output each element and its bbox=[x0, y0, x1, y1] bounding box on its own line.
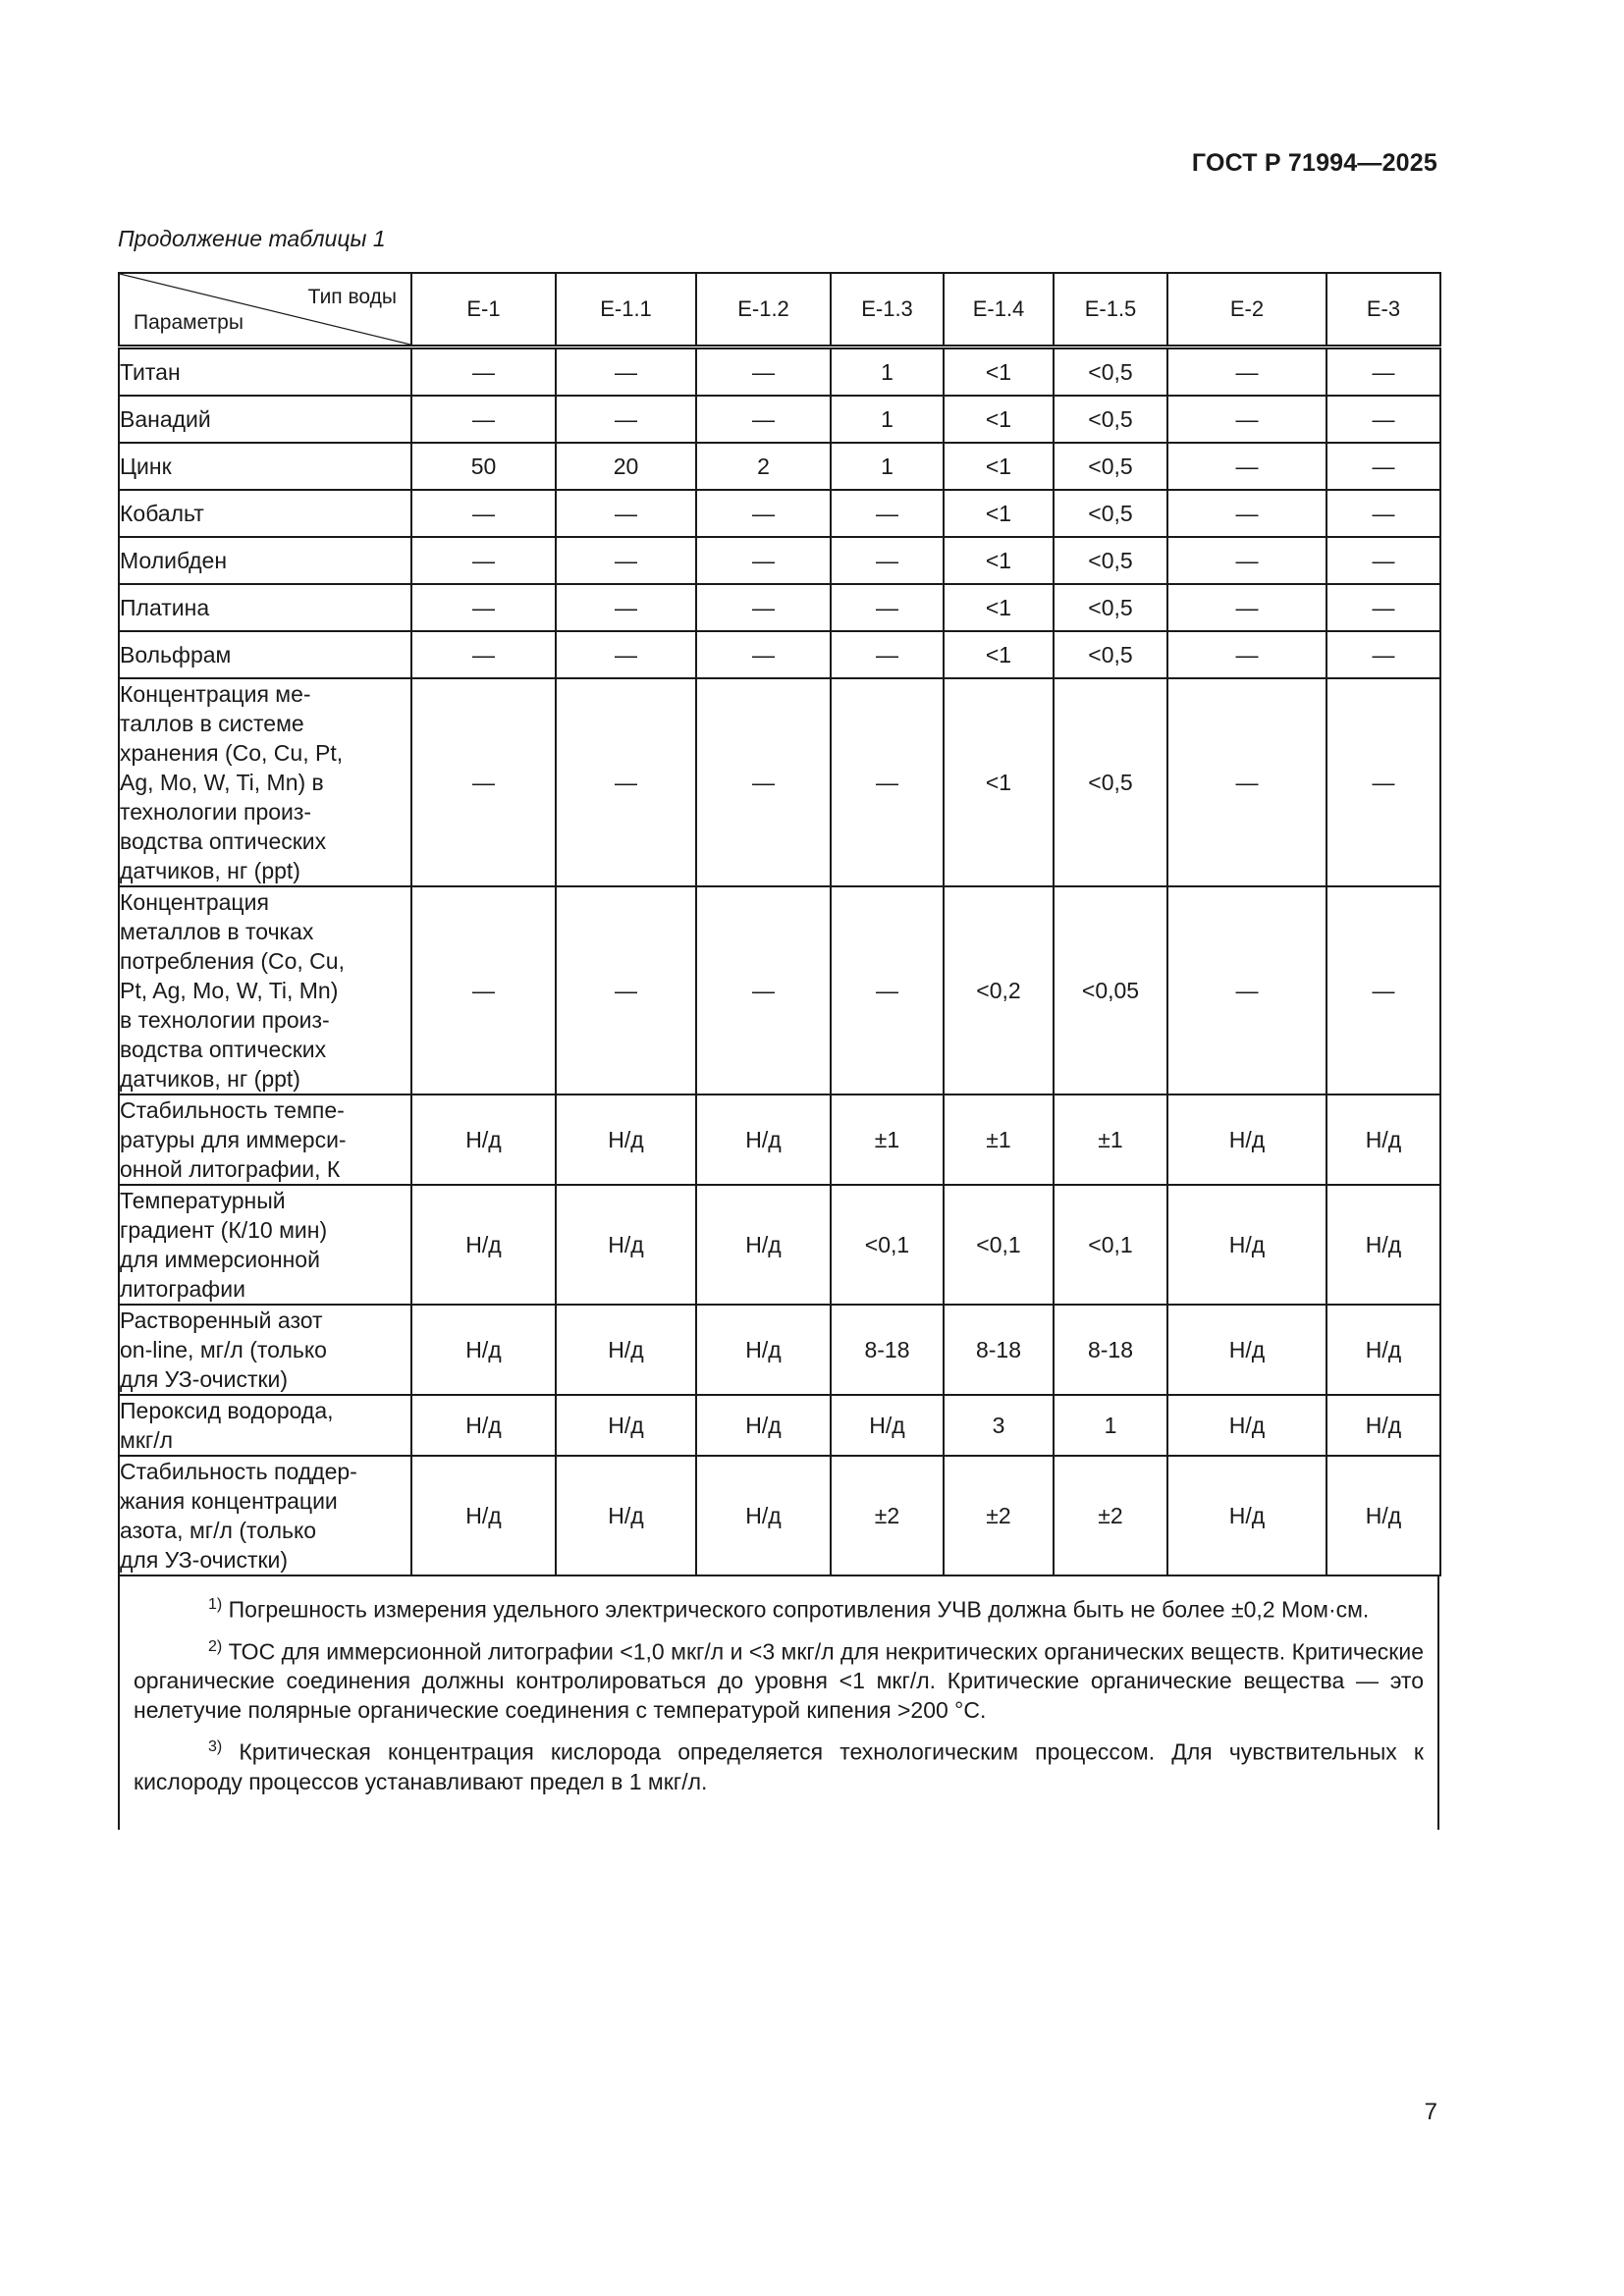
value-cell: — bbox=[831, 490, 944, 537]
value-cell: ±2 bbox=[944, 1456, 1054, 1575]
value-cell: <1 bbox=[944, 631, 1054, 678]
value-cell: — bbox=[696, 490, 831, 537]
value-cell: — bbox=[556, 490, 696, 537]
standard-number: ГОСТ Р 71994—2025 bbox=[1191, 149, 1437, 177]
table-row bbox=[119, 1395, 1440, 1456]
parameter-name-line: Ag, Mo, W, Ti, Mn) в bbox=[120, 770, 324, 795]
parameter-name-line: Концентрация bbox=[120, 889, 269, 915]
column-header-е-1-3: Е-1.3 bbox=[831, 273, 944, 347]
value-cell: 8-18 bbox=[944, 1305, 1054, 1395]
value-cell: — bbox=[1326, 443, 1440, 490]
parameter-name-cell bbox=[119, 443, 411, 490]
parameter-name-line: Вольфрам bbox=[120, 642, 232, 667]
value-cell: Н/д bbox=[556, 1185, 696, 1305]
value-cell: — bbox=[1167, 584, 1326, 631]
parameter-name-line: Платина bbox=[120, 595, 210, 620]
table-corner-cell bbox=[119, 273, 411, 347]
value-cell: <0,1 bbox=[831, 1185, 944, 1305]
parameter-name-line: для иммерсионной bbox=[120, 1247, 320, 1272]
value-cell: — bbox=[1326, 537, 1440, 584]
parameter-name-line: водства оптических bbox=[120, 828, 327, 854]
value-cell: — bbox=[411, 631, 556, 678]
value-cell: <1 bbox=[944, 678, 1054, 886]
value-cell: — bbox=[556, 396, 696, 443]
parameter-name-line: Титан bbox=[120, 359, 181, 385]
value-cell: — bbox=[1167, 443, 1326, 490]
value-cell: — bbox=[696, 678, 831, 886]
value-cell: <0,5 bbox=[1054, 584, 1167, 631]
value-cell: — bbox=[411, 347, 556, 397]
table-row bbox=[119, 1456, 1440, 1575]
table-row bbox=[119, 490, 1440, 537]
footnote-mark: 3) bbox=[208, 1738, 223, 1756]
parameter-name-cell bbox=[119, 347, 411, 397]
value-cell: Н/д bbox=[1167, 1095, 1326, 1185]
value-cell: ±2 bbox=[1054, 1456, 1167, 1575]
parameter-name-cell bbox=[119, 1456, 411, 1575]
value-cell: Н/д bbox=[1326, 1395, 1440, 1456]
parameter-name-line: онной литографии, К bbox=[120, 1156, 341, 1182]
value-cell: — bbox=[411, 886, 556, 1095]
value-cell: ±2 bbox=[831, 1456, 944, 1575]
value-cell: <1 bbox=[944, 347, 1054, 397]
footnote-mark: 2) bbox=[208, 1637, 223, 1655]
parameter-name-line: хранения (Co, Cu, Pt, bbox=[120, 740, 344, 766]
value-cell: <0,1 bbox=[1054, 1185, 1167, 1305]
table-row bbox=[119, 1305, 1440, 1395]
value-cell: — bbox=[556, 347, 696, 397]
parameter-name-line: для УЗ-очистки) bbox=[120, 1547, 289, 1573]
parameter-name-line: Молибден bbox=[120, 548, 228, 573]
value-cell: Н/д bbox=[696, 1305, 831, 1395]
value-cell: — bbox=[831, 584, 944, 631]
parameter-name-line: мкг/л bbox=[120, 1427, 174, 1453]
value-cell: — bbox=[831, 631, 944, 678]
parameter-name-cell bbox=[119, 1185, 411, 1305]
column-header-е-2: Е-2 bbox=[1167, 273, 1326, 347]
parameter-name-line: Растворенный азот bbox=[120, 1308, 323, 1333]
value-cell: — bbox=[1326, 631, 1440, 678]
footnote-text: Погрешность измерения удельного электрического сопротивления УЧВ должна быть не более ±0,2 Мом·см. bbox=[228, 1596, 1370, 1623]
value-cell: — bbox=[1326, 396, 1440, 443]
value-cell: Н/д bbox=[1167, 1185, 1326, 1305]
value-cell: Н/д bbox=[411, 1395, 556, 1456]
parameter-name-line: водства оптических bbox=[120, 1037, 327, 1062]
value-cell: Н/д bbox=[696, 1456, 831, 1575]
parameter-name-line: Кобальт bbox=[120, 501, 204, 526]
value-cell: — bbox=[831, 886, 944, 1095]
value-cell: — bbox=[556, 537, 696, 584]
value-cell: <0,2 bbox=[944, 886, 1054, 1095]
value-cell: — bbox=[1326, 678, 1440, 886]
value-cell: Н/д bbox=[411, 1456, 556, 1575]
table-footnotes bbox=[118, 1576, 1439, 1830]
value-cell: Н/д bbox=[1167, 1456, 1326, 1575]
parameters-table-container bbox=[118, 272, 1439, 1830]
parameter-name-line: Pt, Ag, Mo, W, Ti, Mn) bbox=[120, 978, 339, 1003]
parameter-name-line: в технологии произ- bbox=[120, 1007, 330, 1033]
value-cell: Н/д bbox=[696, 1185, 831, 1305]
value-cell: — bbox=[1326, 584, 1440, 631]
value-cell: ±1 bbox=[1054, 1095, 1167, 1185]
table-row bbox=[119, 347, 1440, 397]
table-row bbox=[119, 631, 1440, 678]
value-cell: 1 bbox=[831, 396, 944, 443]
value-cell: — bbox=[1326, 886, 1440, 1095]
value-cell: — bbox=[696, 396, 831, 443]
value-cell: Н/д bbox=[1167, 1395, 1326, 1456]
value-cell: — bbox=[696, 886, 831, 1095]
value-cell: 50 bbox=[411, 443, 556, 490]
value-cell: 8-18 bbox=[1054, 1305, 1167, 1395]
table-row bbox=[119, 443, 1440, 490]
parameters-table bbox=[118, 272, 1441, 1576]
parameter-name-cell bbox=[119, 396, 411, 443]
value-cell: 2 bbox=[696, 443, 831, 490]
column-header-е-1-4: Е-1.4 bbox=[944, 273, 1054, 347]
value-cell: <0,5 bbox=[1054, 490, 1167, 537]
value-cell: Н/д bbox=[696, 1095, 831, 1185]
table-body bbox=[119, 347, 1440, 1576]
parameter-name-line: технологии произ- bbox=[120, 799, 312, 825]
value-cell: — bbox=[411, 396, 556, 443]
column-header-е-3: Е-3 bbox=[1326, 273, 1440, 347]
footnote-text: ТОС для иммерсионной литографии <1,0 мкг/л и <3 мкг/л для некритических органических веществ. Критические органические соединения должны контролироваться до уровня <1 мкг/л. Критические органические вещества — это нелетучие полярные органические соединения с температурой кипения >200 °С. bbox=[134, 1638, 1425, 1724]
parameter-name-line: азота, мг/л (только bbox=[120, 1518, 317, 1543]
table-row bbox=[119, 537, 1440, 584]
value-cell: — bbox=[1167, 347, 1326, 397]
value-cell: — bbox=[411, 678, 556, 886]
table-row bbox=[119, 584, 1440, 631]
parameter-name-line: литографии bbox=[120, 1276, 245, 1302]
value-cell: — bbox=[696, 347, 831, 397]
parameter-name-cell bbox=[119, 1095, 411, 1185]
value-cell: Н/д bbox=[411, 1185, 556, 1305]
parameter-name-line: Концентрация ме- bbox=[120, 681, 311, 707]
parameter-name-line: Цинк bbox=[120, 454, 172, 479]
parameter-name-line: жания концентрации bbox=[120, 1488, 338, 1514]
value-cell: Н/д bbox=[556, 1095, 696, 1185]
footnote bbox=[134, 1733, 1424, 1796]
water-type-label: Тип воды bbox=[307, 286, 397, 308]
parameter-name-line: ратуры для иммерси- bbox=[120, 1127, 347, 1152]
footnote-mark: 1) bbox=[208, 1596, 223, 1613]
value-cell: Н/д bbox=[1326, 1185, 1440, 1305]
table-caption: Продолжение таблицы 1 bbox=[118, 226, 386, 251]
value-cell: — bbox=[1167, 886, 1326, 1095]
value-cell: <0,5 bbox=[1054, 631, 1167, 678]
value-cell: <1 bbox=[944, 443, 1054, 490]
parameter-name-line: Температурный bbox=[120, 1188, 286, 1213]
value-cell: <1 bbox=[944, 537, 1054, 584]
value-cell: — bbox=[696, 584, 831, 631]
value-cell: 1 bbox=[1054, 1395, 1167, 1456]
value-cell: — bbox=[411, 490, 556, 537]
value-cell: 3 bbox=[944, 1395, 1054, 1456]
column-header-е-1-1: Е-1.1 bbox=[556, 273, 696, 347]
value-cell: <0,1 bbox=[944, 1185, 1054, 1305]
parameters-label: Параметры bbox=[134, 311, 244, 334]
value-cell: — bbox=[831, 537, 944, 584]
table-row bbox=[119, 396, 1440, 443]
parameter-name-cell bbox=[119, 1305, 411, 1395]
table-row bbox=[119, 678, 1440, 886]
parameter-name-line: on-line, мг/л (только bbox=[120, 1337, 327, 1362]
table-row bbox=[119, 1185, 1440, 1305]
column-header-е-1-2: Е-1.2 bbox=[696, 273, 831, 347]
parameter-name-line: таллов в системе bbox=[120, 711, 304, 736]
column-header-е-1-5: Е-1.5 bbox=[1054, 273, 1167, 347]
page-number: 7 bbox=[1424, 2099, 1437, 2125]
value-cell: <0,5 bbox=[1054, 678, 1167, 886]
value-cell: 20 bbox=[556, 443, 696, 490]
value-cell: ±1 bbox=[831, 1095, 944, 1185]
parameter-name-line: Стабильность поддер- bbox=[120, 1459, 357, 1484]
parameter-name-cell bbox=[119, 631, 411, 678]
value-cell: — bbox=[1167, 631, 1326, 678]
parameter-name-cell bbox=[119, 678, 411, 886]
value-cell: <0,5 bbox=[1054, 443, 1167, 490]
value-cell: 1 bbox=[831, 443, 944, 490]
footnote bbox=[134, 1590, 1424, 1625]
parameter-name-cell bbox=[119, 1395, 411, 1456]
value-cell: Н/д bbox=[831, 1395, 944, 1456]
value-cell: — bbox=[696, 631, 831, 678]
parameter-name-line: металлов в точках bbox=[120, 919, 314, 944]
parameter-name-line: датчиков, нг (ppt) bbox=[120, 858, 300, 883]
value-cell: ±1 bbox=[944, 1095, 1054, 1185]
value-cell: Н/д bbox=[411, 1095, 556, 1185]
value-cell: — bbox=[1167, 490, 1326, 537]
value-cell: Н/д bbox=[411, 1305, 556, 1395]
value-cell: Н/д bbox=[1167, 1305, 1326, 1395]
value-cell: — bbox=[556, 584, 696, 631]
value-cell: 8-18 bbox=[831, 1305, 944, 1395]
value-cell: <0,5 bbox=[1054, 347, 1167, 397]
value-cell: — bbox=[556, 886, 696, 1095]
table-row bbox=[119, 886, 1440, 1095]
value-cell: Н/д bbox=[556, 1395, 696, 1456]
value-cell: Н/д bbox=[696, 1395, 831, 1456]
value-cell: <1 bbox=[944, 490, 1054, 537]
value-cell: Н/д bbox=[556, 1456, 696, 1575]
value-cell: <0,05 bbox=[1054, 886, 1167, 1095]
parameter-name-line: Пероксид водорода, bbox=[120, 1398, 334, 1423]
value-cell: — bbox=[1326, 490, 1440, 537]
value-cell: — bbox=[556, 631, 696, 678]
parameter-name-line: для УЗ-очистки) bbox=[120, 1366, 289, 1392]
value-cell: — bbox=[831, 678, 944, 886]
table-header-row bbox=[119, 273, 1440, 347]
value-cell: <1 bbox=[944, 584, 1054, 631]
value-cell: — bbox=[411, 537, 556, 584]
footnote-text: Критическая концентрация кислорода определяется технологическим процессом. Для чувствительных к кислороду процессов устанавливают предел в 1 мкг/л. bbox=[134, 1738, 1424, 1794]
footnote bbox=[134, 1632, 1424, 1726]
parameter-name-line: датчиков, нг (ppt) bbox=[120, 1066, 300, 1092]
value-cell: — bbox=[556, 678, 696, 886]
value-cell: Н/д bbox=[1326, 1305, 1440, 1395]
table-row bbox=[119, 1095, 1440, 1185]
parameter-name-cell bbox=[119, 490, 411, 537]
value-cell: — bbox=[1167, 537, 1326, 584]
value-cell: <1 bbox=[944, 396, 1054, 443]
value-cell: <0,5 bbox=[1054, 396, 1167, 443]
value-cell: 1 bbox=[831, 347, 944, 397]
column-header-е-1: Е-1 bbox=[411, 273, 556, 347]
value-cell: Н/д bbox=[1326, 1095, 1440, 1185]
parameter-name-line: градиент (К/10 мин) bbox=[120, 1217, 328, 1243]
value-cell: <0,5 bbox=[1054, 537, 1167, 584]
value-cell: Н/д bbox=[556, 1305, 696, 1395]
value-cell: — bbox=[1167, 678, 1326, 886]
value-cell: Н/д bbox=[1326, 1456, 1440, 1575]
parameter-name-line: Стабильность темпе- bbox=[120, 1097, 345, 1123]
value-cell: — bbox=[1167, 396, 1326, 443]
parameter-name-cell bbox=[119, 584, 411, 631]
parameter-name-cell bbox=[119, 537, 411, 584]
value-cell: — bbox=[1326, 347, 1440, 397]
value-cell: — bbox=[696, 537, 831, 584]
parameter-name-cell bbox=[119, 886, 411, 1095]
value-cell: — bbox=[411, 584, 556, 631]
parameter-name-line: Ванадий bbox=[120, 406, 211, 432]
parameter-name-line: потребления (Co, Cu, bbox=[120, 948, 345, 974]
